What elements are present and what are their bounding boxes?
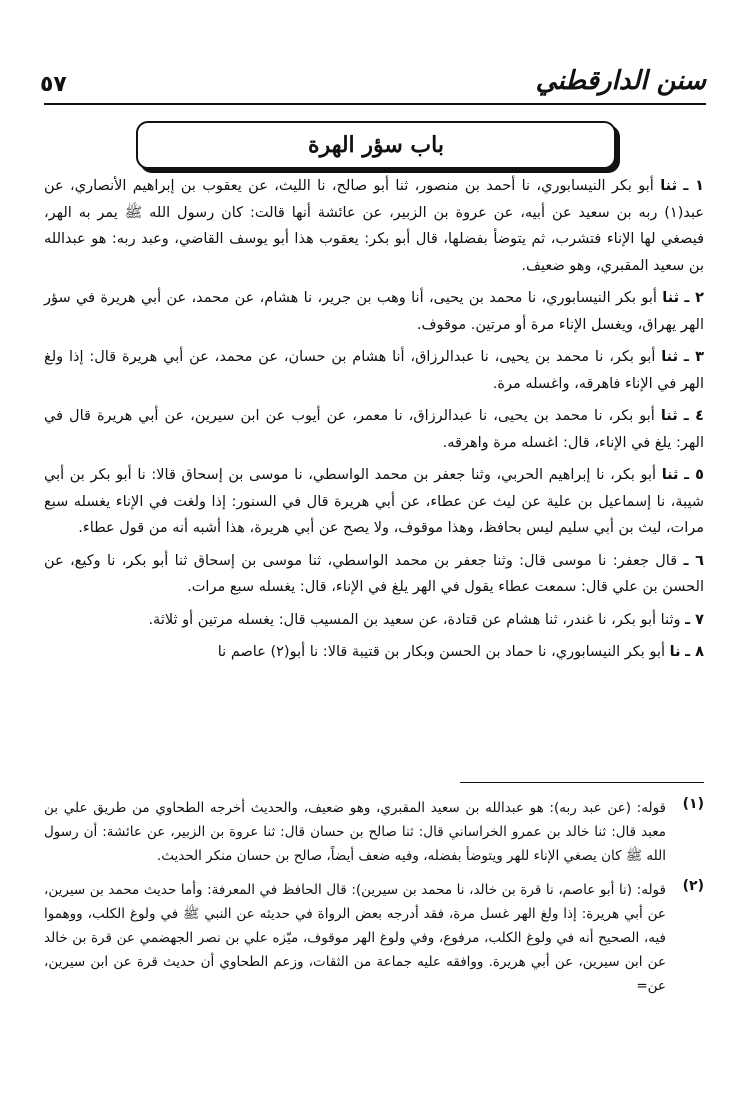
- hadith-entry: [44, 173, 704, 279]
- hadith-text: أبو بكر النيسابوري، نا حماد بن الحسن وبكار بن قتيبة قالا: نا أبو(٢) عاصم نا: [217, 644, 666, 660]
- hadith-list: [44, 173, 704, 672]
- chapter-title: باب سؤر الهرة: [308, 132, 444, 158]
- hadith-lead: ثنا: [660, 178, 678, 194]
- footnote-separator: [460, 782, 704, 783]
- hadith-lead: ثنا: [661, 349, 679, 365]
- hadith-entry: [44, 548, 704, 601]
- hadith-text: قال جعفر: نا موسى قال: وثنا جعفر بن محمد الواسطي، ثنا موسى بن إسحاق ثنا أبو بكر، نا وكيع، عن الحسن بن علي قال: سمعت عطاء يقول في الهر يلغ في الإناء، قال: يغسله سبع مرات.: [44, 552, 704, 595]
- hadith-text: أبو بكر، نا إبراهيم الحربي، وثنا جعفر بن محمد الواسطي، نا موسى بن إسحاق قالا: نا أبو بكر بن أبي شيبة، نا إسماعيل بن علية عن ليث عن عطاء، عن أبي هريرة قال في السنور: إذا ولغت في الإناء يغسله سبع مرات، ليث بن أبي سليم ليس بحافظ، وهذا موقوف، ولا يصح عن أبي هريرة، هذا أشبه أنه من قول عطاء.: [44, 467, 704, 536]
- hadith-text: وثنا أبو بكر، نا غندر، ثنا هشام عن قتادة، عن سعيد بن المسيب قال: يغسله مرتين أو ثلاثة.: [148, 611, 681, 628]
- hadith-lead: ثنا: [662, 290, 680, 306]
- hadith-lead: ثنا: [660, 408, 678, 424]
- footnote-text: قوله: (نا أبو عاصم، نا قرة بن خالد، نا محمد بن سيرين): قال الحافظ في المعرفة: وأما حديث محمد بن سيرين، عن أبي هريرة: إذا ولغ الهر غسل مرة، فقد أدرجه بعض الرواة في حديثه عن النبي ﷺ في ولوغ الكلب، ووهموا فيه، الصحيح أنه في ولوغ الكلب، مرفوع، وفي ولوغ الهر موقوف، ميّزه علي بن نصر الجهضمي عن قرة بن خالد عن ابن سيرين، عن أبي هريرة. ووافقه عليه جماعة من الثقات، وزعم الطحاوي أن حديث قرة عن ابن سيرين، عن=: [44, 882, 666, 994]
- hadith-entry: [44, 462, 704, 542]
- hadith-number: ٤ ـ: [683, 408, 704, 424]
- hadith-number: ١ ـ: [683, 178, 704, 194]
- hadith-lead: نا: [669, 644, 681, 660]
- hadith-number: ٨ ـ: [685, 644, 704, 660]
- hadith-text: أبو بكر النيسابوري، نا أحمد بن منصور، ثنا أبو صالح، نا الليث، عن يعقوب بن إبراهيم الأنصاري، عن عبد(١) ربه بن سعيد عن أبيه، عن عروة بن الزبير، عن عائشة أنها قالت: كان رسول الله ﷺ يمر به الهر، فيصغي لها الإناء فتشرب، ثم يتوضأ بفضلها، قال أبو بكر: يعقوب هذا أبو يوسف القاضي، وعبد ربه: هو عبدالله بن سعيد المقبري، وهو ضعيف.: [44, 178, 704, 274]
- footnote: [44, 878, 704, 998]
- hadith-entry: [44, 403, 704, 456]
- hadith-text: أبو بكر، نا محمد بن يحيى، نا عبدالرزاق، نا معمر، عن أيوب عن ابن سيرين، عن أبي هريرة قال في الهر: يلغ في الإناء، قال: اغسله مرة واهرقه.: [44, 408, 704, 451]
- footnote: [44, 796, 704, 868]
- page-number: ٥٧: [40, 72, 67, 97]
- hadith-entry: [44, 285, 704, 338]
- chapter-heading-box: [136, 121, 616, 169]
- running-header: [40, 66, 706, 106]
- book-title: سنن الدارقطني: [535, 66, 706, 96]
- hadith-entry: [44, 344, 704, 397]
- hadith-entry: [44, 639, 704, 666]
- hadith-number: ٣ ـ: [683, 349, 705, 365]
- footnote-mark: (٢): [682, 878, 704, 894]
- hadith-text: أبو بكر، نا محمد بن يحيى، نا عبدالرزاق، أنا هشام بن حسان، عن محمد، عن أبي هريرة قال: إذا ولغ الهر في الإناء فاهرقه، واغسله مرة.: [44, 349, 704, 392]
- hadith-number: ٦ ـ: [683, 552, 705, 569]
- hadith-lead: ثنا: [661, 467, 679, 483]
- hadith-number: ٢ ـ: [684, 290, 705, 306]
- footnote-text: قوله: (عن عبد ربه): هو عبدالله بن سعيد المقبري، وهو ضعيف، والحديث أخرجه الطحاوي من طريق علي بن معبد قال: ثنا خالد بن عمرو الخراساني قال: ثنا صالح بن حسان قال: ثنا عروة بن الزبير، عن عائشة: أن رسول الله ﷺ كان يصغي الإناء للهر ويتوضأ بفضله، وفيه ضعف أيضاً، صالح بن حسان منكر الحديث.: [44, 800, 666, 864]
- header-rule: [44, 103, 706, 105]
- hadith-entry: [44, 607, 704, 634]
- footnotes: [44, 796, 704, 1008]
- hadith-number: ٧ ـ: [685, 611, 704, 628]
- footnote-mark: (١): [682, 796, 704, 812]
- hadith-text: أبو بكر النيسابوري، نا محمد بن يحيى، أنا وهب بن جرير، نا هشام، عن محمد، عن أبي هريرة في سؤر الهر يهراق، ويغسل الإناء مرة أو مرتين. موقوف.: [44, 290, 704, 333]
- hadith-number: ٥ ـ: [684, 467, 705, 483]
